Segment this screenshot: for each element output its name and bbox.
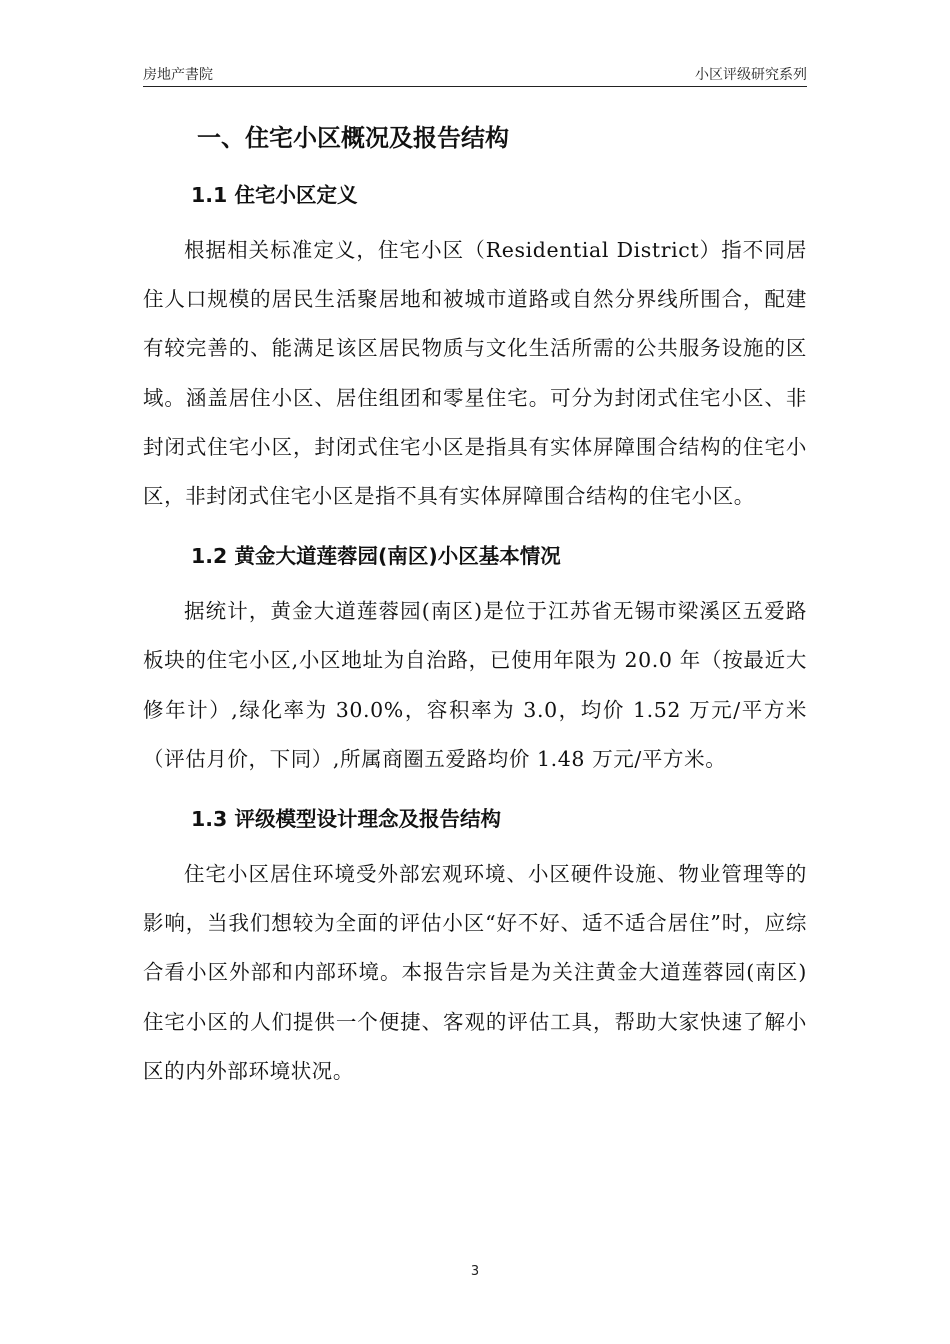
section-title: 一、住宅小区概况及报告结构	[197, 124, 509, 152]
page-header	[143, 62, 807, 87]
document-body	[143, 115, 807, 1110]
subsection-title-1-1: 1.1 住宅小区定义	[191, 183, 358, 207]
paragraph-model-design: 住宅小区居住环境受外部宏观环境、小区硬件设施、物业管理等的影响，当我们想较为全面的评估小区“好不好、适不适合居住”时，应综合看小区外部和内部环境。本报告宗旨是为关注黄金大道莲蓉园(南区)住宅小区的人们提供一个便捷、客观的评估工具，帮助大家快速了解小区的内外部环境状况。	[143, 862, 807, 1083]
header-publisher: 房地产書院	[143, 67, 213, 83]
subsection-title-1-3: 1.3 评级模型设计理念及报告结构	[191, 807, 501, 832]
paragraph-definition: 根据相关标准定义，住宅小区（Residential District）指不同居住人口规模的居民生活聚居地和被城市道路或自然分界线所围合，配建有较完善的、能满足该区居民物质与文化生活所需的公共服务设施的区域。涵盖居住小区、居住组团和零星住宅。可分为封闭式住宅小区、非封闭式住宅小区，封闭式住宅小区是指具有实体屏障围合结构的住宅小区，非封闭式住宅小区是指不具有实体屏障围合结构的住宅小区。	[143, 238, 807, 509]
page-number: 3	[470, 1264, 480, 1279]
paragraph-basic-info: 据统计，黄金大道莲蓉园(南区)是位于江苏省无锡市梁溪区五爱路板块的住宅小区,小区地址为自治路，已使用年限为 20.0 年（按最近大修年计）,绿化率为 30.0%，容积率为 3.0，均价 1.52 万元/平方米（评估月价，下同）,所属商圈五爱路均价 1.48 万元/平方米。	[143, 599, 807, 771]
subsection-title-1-2: 1.2 黄金大道莲蓉园(南区)小区基本情况	[191, 544, 561, 569]
header-series-title: 小区评级研究系列	[695, 67, 807, 83]
